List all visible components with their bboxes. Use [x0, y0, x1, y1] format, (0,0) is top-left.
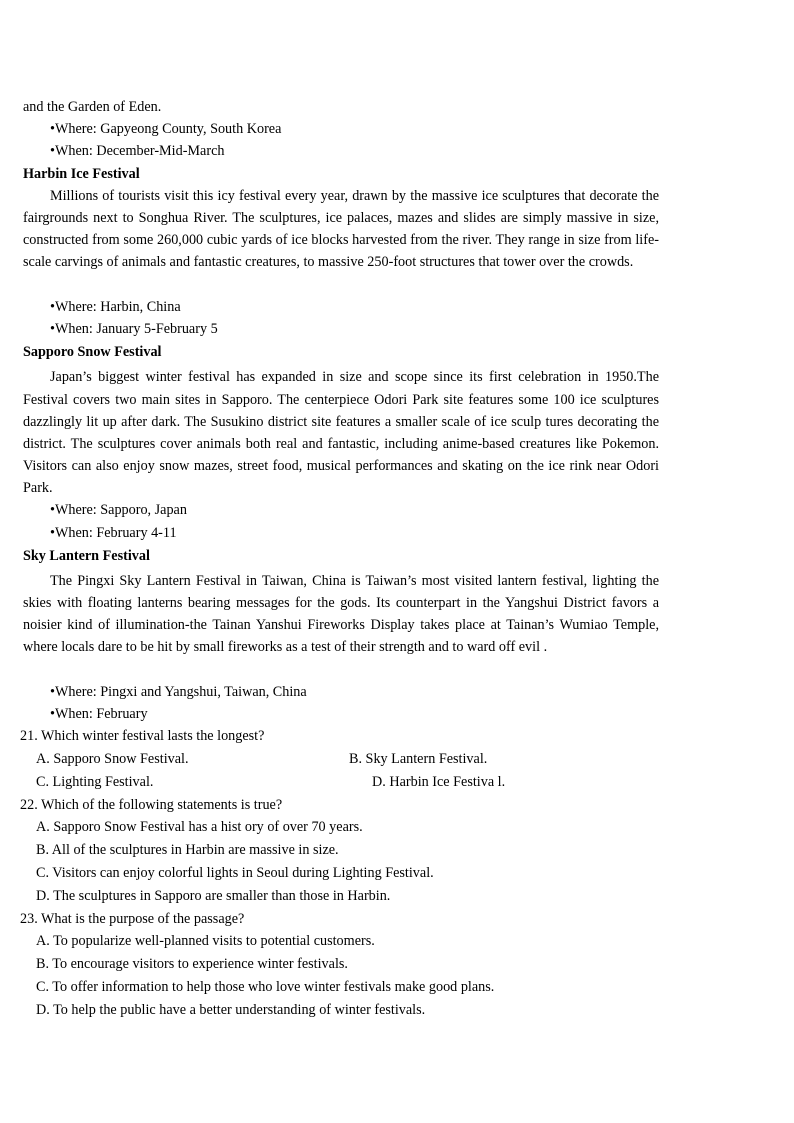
q23-option-a: A. To popularize well-planned visits to potential customers.	[36, 933, 375, 950]
question-23: 23. What is the purpose of the passage?	[20, 910, 245, 927]
q22-option-b: B. All of the sculptures in Harbin are massive in size.	[36, 842, 339, 859]
question-21-options-row-1	[20, 748, 659, 771]
q22-option-d: D. The sculptures in Sapporo are smaller than those in Harbin.	[36, 887, 391, 904]
intro-tail: and the Garden of Eden.	[23, 99, 162, 115]
document-page	[20, 96, 659, 1022]
q21-option-b: B. Sky Lantern Festival.	[349, 751, 488, 768]
q21-option-a: A. Sapporo Snow Festival.	[36, 751, 189, 768]
question-22: 22. Which of the following statements is true?	[20, 796, 283, 813]
q23-option-d: D. To help the public have a better understanding of winter festivals.	[36, 1001, 426, 1018]
lantern-heading: Sky Lantern Festival	[23, 547, 150, 564]
harbin-when: •When: January 5-February 5	[50, 320, 218, 337]
sapporo-when: •When: February 4-11	[50, 524, 177, 541]
harbin-heading: Harbin Ice Festival	[23, 165, 140, 182]
harbin-body: Millions of tourists visit this icy festival every year, drawn by the massive ice sculptures that decorate the fairgrounds next to Songhua River. The sculptures, ice palaces, mazes and slides are simply massive in size, constructed from some 260,000 cubic yards of ice blocks harvested from the river. They range in size from life-scale carvings of animals and fantastic creatures, to massive 250-foot structures that tower over the crowds.	[23, 187, 659, 271]
question-21: 21. Which winter festival lasts the longest?	[20, 728, 265, 745]
q22-option-c: C. Visitors can enjoy colorful lights in Seoul during Lighting Festival.	[36, 865, 434, 882]
q23-option-b: B. To encourage visitors to experience winter festivals.	[36, 956, 348, 973]
q23-option-c: C. To offer information to help those who love winter festivals make good plans.	[36, 979, 495, 996]
lantern-body: The Pingxi Sky Lantern Festival in Taiwan, China is Taiwan’s most visited lantern festival, lighting the skies with floating lanterns bearing messages for the gods. Its counterpart in the Yangshui District favors a noisier kind of illumination-the Tainan Yanshui Fireworks Display takes place at Tainan’s Wumiao Temple, where locals dare to be hit by small fireworks as a test of their strength and to ward off evil .	[23, 572, 659, 656]
q21-option-c: C. Lighting Festival.	[36, 773, 154, 790]
gapyeong-when: •When: December-Mid-March	[50, 143, 225, 160]
sapporo-body: Japan’s biggest winter festival has expanded in size and scope since its first celebration in 1950.The Festival covers two main sites in Sapporo. The centerpiece Odori Park site features some 100 ice sculptures dazzlingly lit up after dark. The Susukino district site features a smaller scale of ice sculp tures decorating the district. The sculptures cover animals both real and fantastic, including anime-based creatures like Pokemon. Visitors can also enjoy snow mazes, street food, musical performances and skating on the ice rink near Odori Park.	[23, 369, 659, 497]
lantern-where: •Where: Pingxi and Yangshui, Taiwan, China	[50, 683, 307, 700]
question-21-options-row-2	[20, 771, 659, 794]
sapporo-where: •Where: Sapporo, Japan	[50, 502, 187, 519]
q21-option-d: D. Harbin Ice Festiva l.	[372, 773, 506, 790]
sapporo-heading: Sapporo Snow Festival	[23, 344, 162, 361]
harbin-where: •Where: Harbin, China	[50, 298, 181, 315]
questions	[20, 725, 659, 1021]
gapyeong-where: •Where: Gapyeong County, South Korea	[50, 121, 282, 138]
q22-option-a: A. Sapporo Snow Festival has a hist ory of over 70 years.	[36, 819, 363, 836]
lantern-when: •When: February	[50, 706, 148, 723]
